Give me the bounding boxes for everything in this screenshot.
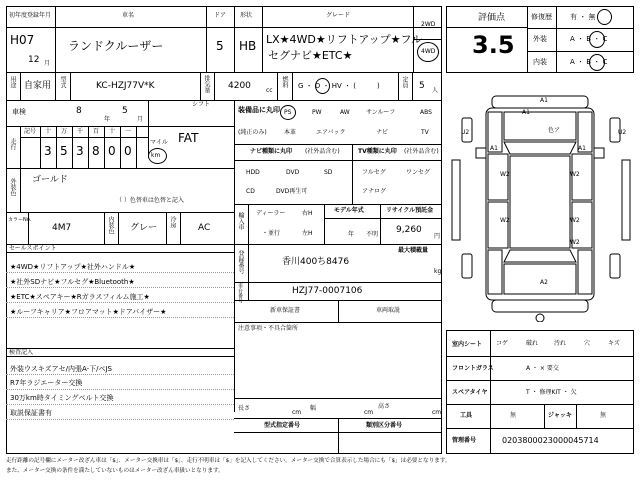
interior-sheet-label: 室内シート [452,341,483,348]
digit-header-4: 十 [109,128,116,135]
digit-header-1: 万 [61,128,68,135]
repair-none-circle [597,9,612,25]
capacity-value: 5 [419,81,425,91]
front-glass-value: A ・ × 要交 [526,365,559,372]
navi-cd: CD [246,188,255,195]
equip-abs: ABS [420,109,432,116]
navi-type-sub: (社外品含む) [305,148,340,155]
fourwd-label: 4WD [421,48,436,55]
model-year-unknown: 不明 [366,231,379,238]
spare-tire-label: スペアタイヤ [452,389,488,396]
door-label: ドア [214,12,226,19]
exterior-b-circle [589,31,605,48]
fuel-options: G ・ D ・ HV ・ ( ) [298,82,380,90]
type-value: KC-HZJ77V*K [96,81,155,91]
sheet-yogore: 汚れ [554,340,567,347]
length-label: 長さ [238,405,251,412]
repair-options: 有 ・ 無 [570,13,596,21]
max-load-label: 最大積載量 [398,247,429,254]
new-car-warranty-label: 新車保証書 [270,307,301,314]
digit-header-2: 千 [77,128,84,135]
equip-airbag: エアバック [316,129,346,136]
shape-value: HB [239,39,257,53]
repair-label: 修復歴 [531,13,552,21]
model-year-year: 年 [348,231,355,238]
interior-options: A ・ B ・ C [570,58,608,66]
exterior-label: 外装 [533,35,547,43]
chassis-label: 車台番号 [237,283,243,303]
inspection-year-suffix: 年 [104,116,111,123]
tv-oneseg: ワンセグ [406,169,431,176]
door-value: 5 [216,39,224,53]
navi-dvd: DVD [286,169,300,176]
shift-label: シフト [192,101,211,108]
tv-type-sub: (社外品含む) [404,148,439,155]
plate-value: 香川400ち8476 [282,257,350,267]
import-left-h: 左H [302,230,313,237]
control-number-value: 0203800023000045714 [502,436,599,445]
unit-km: km [151,152,161,159]
width-label: 幅 [310,405,317,412]
recycle-value: 9,260 [396,225,422,235]
remarks-line-1: R7年ラジエーター交換 [10,379,83,387]
navi-type-label: ナビ種類に丸印 [250,148,293,155]
digit-header-3: 百 [93,128,100,135]
manual-label: 車両取説 [376,307,401,314]
tv-fullseg: フルセグ [362,169,386,176]
mark-u2-left: U2 [461,129,470,136]
import-parallel: ・並行 [262,230,281,237]
twowd-label: 2WD [421,21,436,28]
grade-value-line2: セグナビ★ETC★ [268,49,353,62]
import-label: 輸入車 [237,212,244,230]
displacement-value: 4200 [228,81,251,91]
mileage-unit-header: 記号 [24,128,37,135]
equip-pw: PW [312,109,322,116]
first-reg-label: 初年度登録年月 [9,12,52,19]
mark-w2-c: W2 [500,217,510,224]
first-reg-year: H07 [10,33,35,47]
tools-value: 無 [510,412,517,419]
mark-w2-d: W2 [570,217,580,224]
color-code-label: カラーNo. [8,217,32,223]
remarks-line-2: 30万km時タイミングベルト交換 [10,394,114,402]
tools-label: 工具 [460,412,473,419]
recycle-unit: 円 [434,233,441,240]
first-reg-month: 12 [28,55,40,65]
inspection-month: 5 [122,106,128,116]
fuel-d-circle [315,78,330,94]
unit-mile: マイル [150,139,168,146]
navi-hdd: HDD [246,169,260,176]
type-designation-label: 型式指定番号 [264,422,301,429]
exterior-options: A ・ B ・ C [570,35,608,43]
mark-a2: A2 [540,279,548,286]
grade-value-line1: LX★4WD★リフトアップ★フル [266,33,423,46]
car-diagram [446,90,636,322]
navi-dvd-play: DVD再生可 [276,188,308,195]
interior-color-label: 内装色 [107,216,114,234]
ac-value: AC [198,223,211,233]
digit-header-0: 十 [45,128,52,135]
mark-color: 色ア [548,127,561,134]
sheet-ana: 穴 [584,340,591,347]
recycle-label: リサイクル預託金 [386,207,434,214]
color-label: 外装色 [9,178,16,196]
usage-label: 用途 [9,76,16,88]
tv-analog: アナログ [362,188,387,195]
digit-3: 8 [92,144,100,158]
sales-point-line-0: ★4WD★リフトアップ★社外ハンドル★ [10,263,136,271]
equip-sunroof: サンルーフ [366,109,396,116]
interior-label: 内装 [533,58,547,66]
equip-leather: 本革 [284,129,297,136]
plate-label: 登録番号 [237,250,244,274]
length-unit: cm [292,409,302,416]
color-note: （ ）色替車は色替と記入 [116,197,184,204]
equipment-sub-label: (純正のみ) [238,129,267,136]
model-label: 車名 [122,12,135,19]
mark-bumper-left: A1 [490,145,498,152]
sales-point-label: セールスポイント [9,245,57,252]
chassis-value: HZJ77-0007106 [292,286,363,296]
mileage-label: 走行 [9,138,16,150]
notes-label: 注意事項・不具合箇所 [238,325,299,332]
digit-2: 3 [76,144,84,158]
mark-u2-right: U2 [618,129,627,136]
width-unit: cm [364,409,374,416]
ac-label: 冷房 [169,216,176,228]
height-label: 高さ [378,403,391,410]
capacity-unit: 人 [432,87,439,94]
mark-a1-top: A1 [540,97,548,104]
tv-type-label: TV種類に丸印 [358,148,397,155]
max-load-unit: kg [434,268,442,275]
equip-navi: ナビ [376,129,389,136]
control-number-label: 管理番号 [452,437,477,444]
grade-label: グレード [326,12,351,19]
digit-4: 0 [108,144,116,158]
remarks-line-3: 取説保証書有 [10,409,52,417]
category-label: 類別区分番号 [366,422,403,429]
model-year-label: モデル年式 [334,207,364,214]
footer-line-2: また、メーター交換の条件を満たしていないものはメーター改ざん車扱いとなります。 [6,468,224,474]
digit-5: 0 [124,144,132,158]
color-code-value: 4M7 [52,223,72,233]
interior-b-circle [589,54,605,71]
first-reg-month-suffix: 月 [44,60,51,67]
fuel-label: 燃料 [281,76,288,88]
front-glass-label: フロントガラス [452,365,494,372]
inspection-year: 8 [76,106,82,116]
sheet-kizu: キズ [608,340,620,347]
mark-w2-a: W2 [500,171,510,178]
equip-ps: PS [284,109,292,116]
remarks-line-0: 外装ウスキズアセ/内張A-下/ペJS [10,365,112,373]
sales-point-line-3: ★ルーフキャリア★フロアマット★ドアバイザー★ [10,308,167,316]
shift-value: FAT [178,131,199,145]
jack-label: ジャッキ [548,412,572,419]
type-label: 型式 [59,76,66,88]
displacement-label: 排気量 [203,75,210,93]
sheet-koge: コゲ [496,340,509,347]
import-right-h: 右H [302,210,313,217]
capacity-label: 定員 [401,76,408,88]
import-dealer: ディーラー [256,210,286,217]
spare-tire-value: T ・ 修理KIT ・ 欠 [526,389,577,396]
equip-tv: TV [421,129,429,136]
footer-line-1: 走行距離の記号欄にメーター改ざん車は「$」、メーター交換車は「$」、走行不明車は「$」を記入してください。メーター交換で合算表示した場合にも「$」は必要となります。 [6,458,451,464]
jack-value: 無 [600,412,607,419]
sales-point-line-2: ★ETC★スペアキー★Rガラスフィルム施工★ [10,293,150,301]
inspection-label: 車検 [12,108,26,116]
digit-header-5: 一 [125,128,132,135]
digit-0: 3 [44,144,52,158]
sales-point-line-1: ★社外SDナビ★フルセグ★Bluetooth★ [10,278,135,286]
eval-value: 3.5 [472,31,515,59]
mark-w2-e: W2 [570,239,580,246]
mark-bumper-right: A1 [578,145,586,152]
color-value: ゴールド [32,175,68,185]
eval-label: 評価点 [478,13,506,23]
usage-value: 自家用 [24,81,52,91]
remarks-label: 検査記入 [9,349,34,356]
equip-aw: AW [340,109,350,116]
sheet-yabure: 破れ [526,340,539,347]
digit-1: 5 [60,144,68,158]
interior-color-value: グレー [130,223,158,233]
mark-w2-b: W2 [570,171,580,178]
equipment-label: 装備品に丸印 [238,106,280,114]
height-unit: cm [432,409,442,416]
shape-label: 形状 [240,12,253,19]
cc-unit: cc [266,87,273,94]
navi-sd: SD [324,169,333,176]
mark-a1-front: A1 [522,109,530,116]
model-value: ランドクルーザー [68,39,164,53]
inspection-month-suffix: 月 [137,116,144,123]
